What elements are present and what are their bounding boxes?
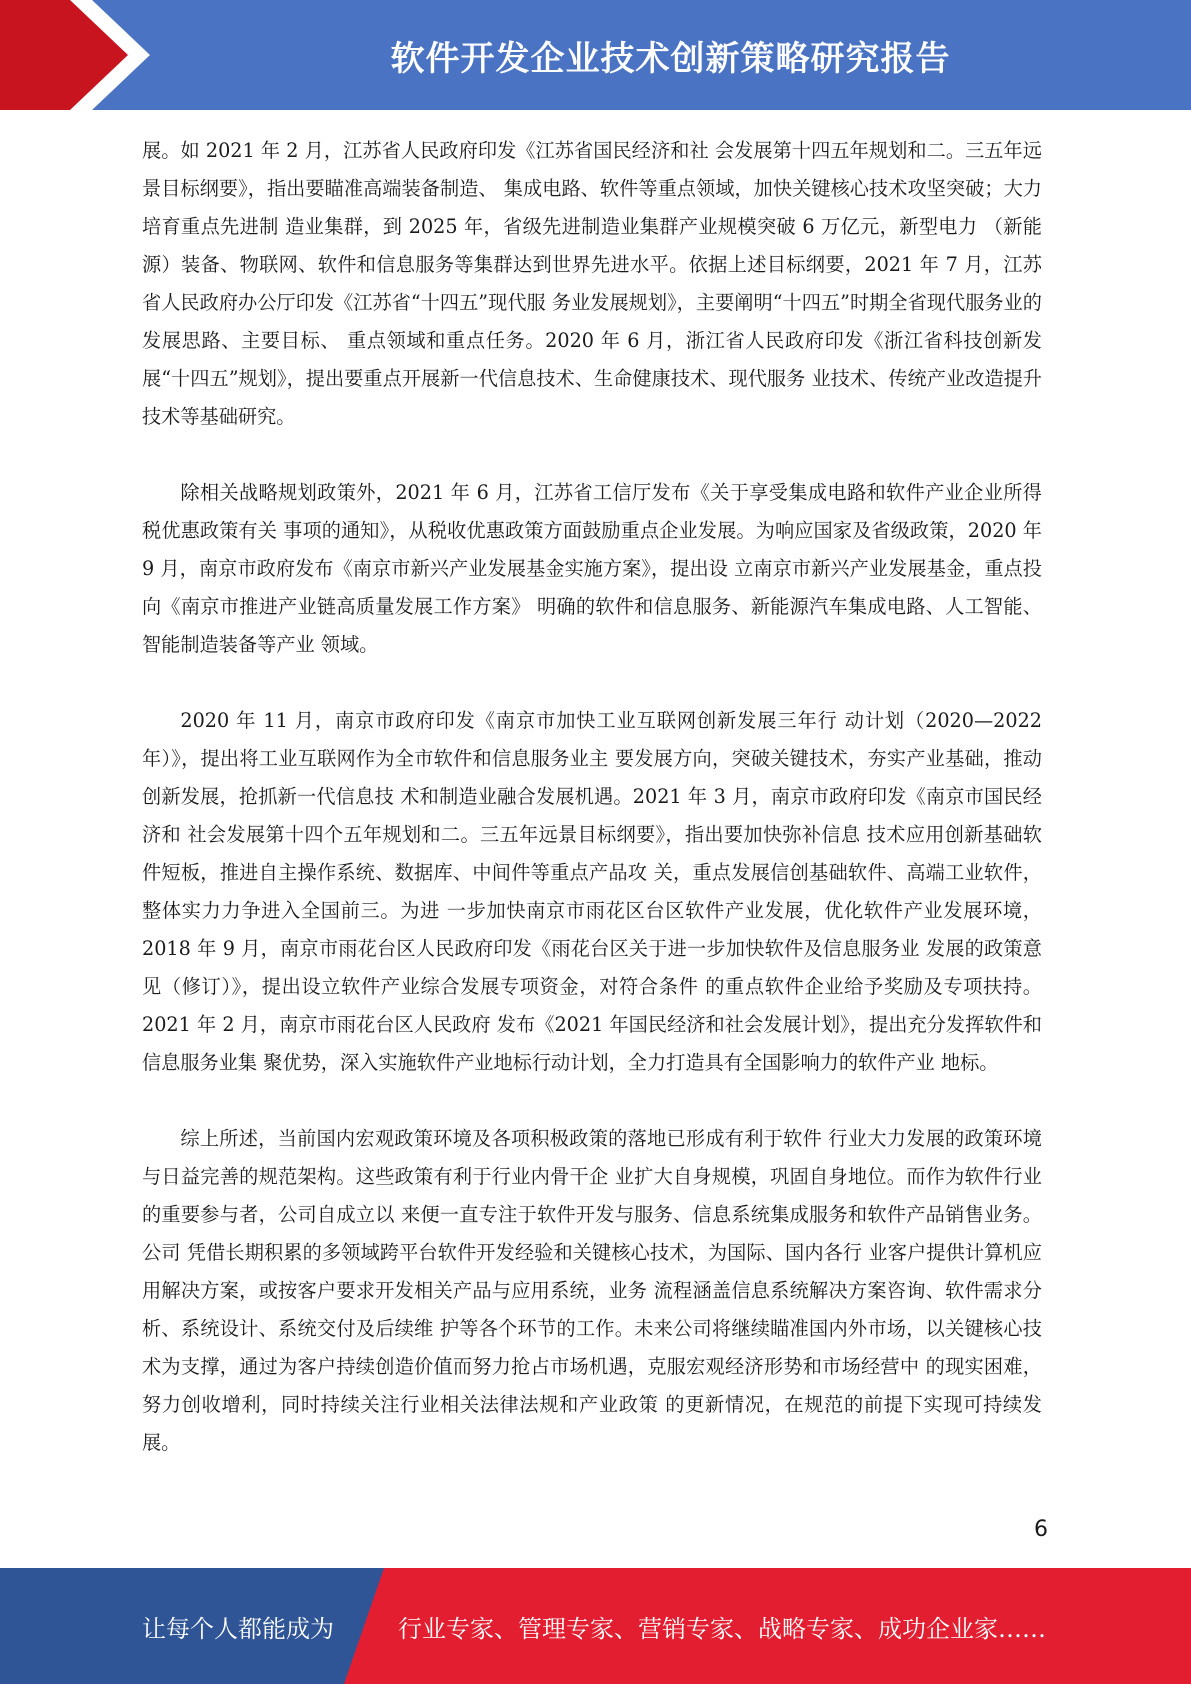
footer-slogan-right: 行业专家、管理专家、营销专家、战略专家、成功企业家…… bbox=[398, 1614, 1046, 1643]
page-header bbox=[0, 0, 1191, 110]
document-title: 软件开发企业技术创新策略研究报告 bbox=[390, 38, 951, 79]
header-arrow-decoration bbox=[0, 0, 160, 110]
footer-slogan-left: 让每个人都能成为 bbox=[142, 1614, 334, 1643]
paragraph-1: 展。如 2021 年 2 月，江苏省人民政府印发《江苏省国民经济和社 会发展第十四五年规划和二。三五年远景目标纲要》，指出要瞄准高端装备制造、 集成电路、软件等重点领域，加快关键核心技术攻坚突破；大力培育重点先进制 造业集群，到 2025 年，省级先进制造业集群产业规模突破 6 万亿元，新型电力 （新能源）装备、物联网、软件和信息服务等集群达到世界先进水平。依据上述目标纲要，2021 年 7 月，江苏省人民政府办公厅印发《江苏省“十四五”现代服 务业发展规划》，主要阐明“十四五”时期全省现代服务业的发展思路、主要目标、 重点领域和重点任务。2020 年 6 月，浙江省人民政府印发《浙江省科技创新发 展“十四五”规划》，提出要重点开展新一代信息技术、生命健康技术、现代服务 业技术、传统产业改造提升技术等基础研究。 bbox=[142, 139, 1042, 428]
page-footer bbox=[0, 1568, 1191, 1684]
paragraph-3: 2020 年 11 月，南京市政府印发《南京市加快工业互联网创新发展三年行 动计划（2020—2022 年）》，提出将工业互联网作为全市软件和信息服务业主 要发展方向，突破关键技术，夯实产业基础，推动创新发展，抢抓新一代信息技 术和制造业融合发展机遇。2021 年 3 月，南京市政府印发《南京市国民经济和 社会发展第十四个五年规划和二。三五年远景目标纲要》，指出要加快弥补信息 技术应用创新基础软件短板，推进自主操作系统、数据库、中间件等重点产品攻 关，重点发展信创基础软件、高端工业软件，整体实力力争进入全国前三。为进 一步加快南京市雨花区台区软件产业发展，优化软件产业发展环境，2018 年 9 月，南京市雨花台区人民政府印发《雨花台区关于进一步加快软件及信息服务业 发展的政策意见（修订）》，提出设立软件产业综合发展专项资金，对符合条件 的重点软件企业给予奖励及专项扶持。2021 年 2 月，南京市雨花台区人民政府 发布《2021 年国民经济和社会发展计划》，提出充分发挥软件和信息服务业集 聚优势，深入实施软件产业地标行动计划，全力打造具有全国影响力的软件产业 地标。 bbox=[142, 709, 1042, 1074]
page-number: 6 bbox=[1034, 1517, 1048, 1542]
paragraph-4: 综上所述，当前国内宏观政策环境及各项积极政策的落地已形成有利于软件 行业大力发展的政策环境与日益完善的规范架构。这些政策有利于行业内骨干企 业扩大自身规模，巩固自身地位。而作为软件行业的重要参与者，公司自成立以 来便一直专注于软件开发与服务、信息系统集成服务和软件产品销售业务。公司 凭借长期积累的多领域跨平台软件开发经验和关键核心技术，为国际、国内各行 业客户提供计算机应用解决方案，或按客户要求开发相关产品与应用系统，业务 流程涵盖信息系统解决方案咨询、软件需求分析、系统设计、系统交付及后续维 护等各个环节的工作。未来公司将继续瞄准国内外市场，以关键核心技术为支撑，通过为客户持续创造价值而努力抢占市场机遇，克服宏观经济形势和市场经营中 的现实困难，努力创收增利，同时持续关注行业相关法律法规和产业政策 的更新情况，在规范的前提下实现可持续发展。 bbox=[142, 1127, 1042, 1454]
body-text bbox=[142, 132, 1042, 1500]
paragraph-2: 除相关战略规划政策外，2021 年 6 月，江苏省工信厅发布《关于享受集成电路和软件产业企业所得税优惠政策有关 事项的通知》，从税收优惠政策方面鼓励重点企业发展。为响应国家及省级政策，2020 年 9 月，南京市政府发布《南京市新兴产业发展基金实施方案》，提出设 立南京市新兴产业发展基金，重点投向《南京市推进产业链高质量发展工作方案》 明确的软件和信息服务、新能源汽车集成电路、人工智能、智能制造装备等产业 领域。 bbox=[142, 481, 1042, 656]
